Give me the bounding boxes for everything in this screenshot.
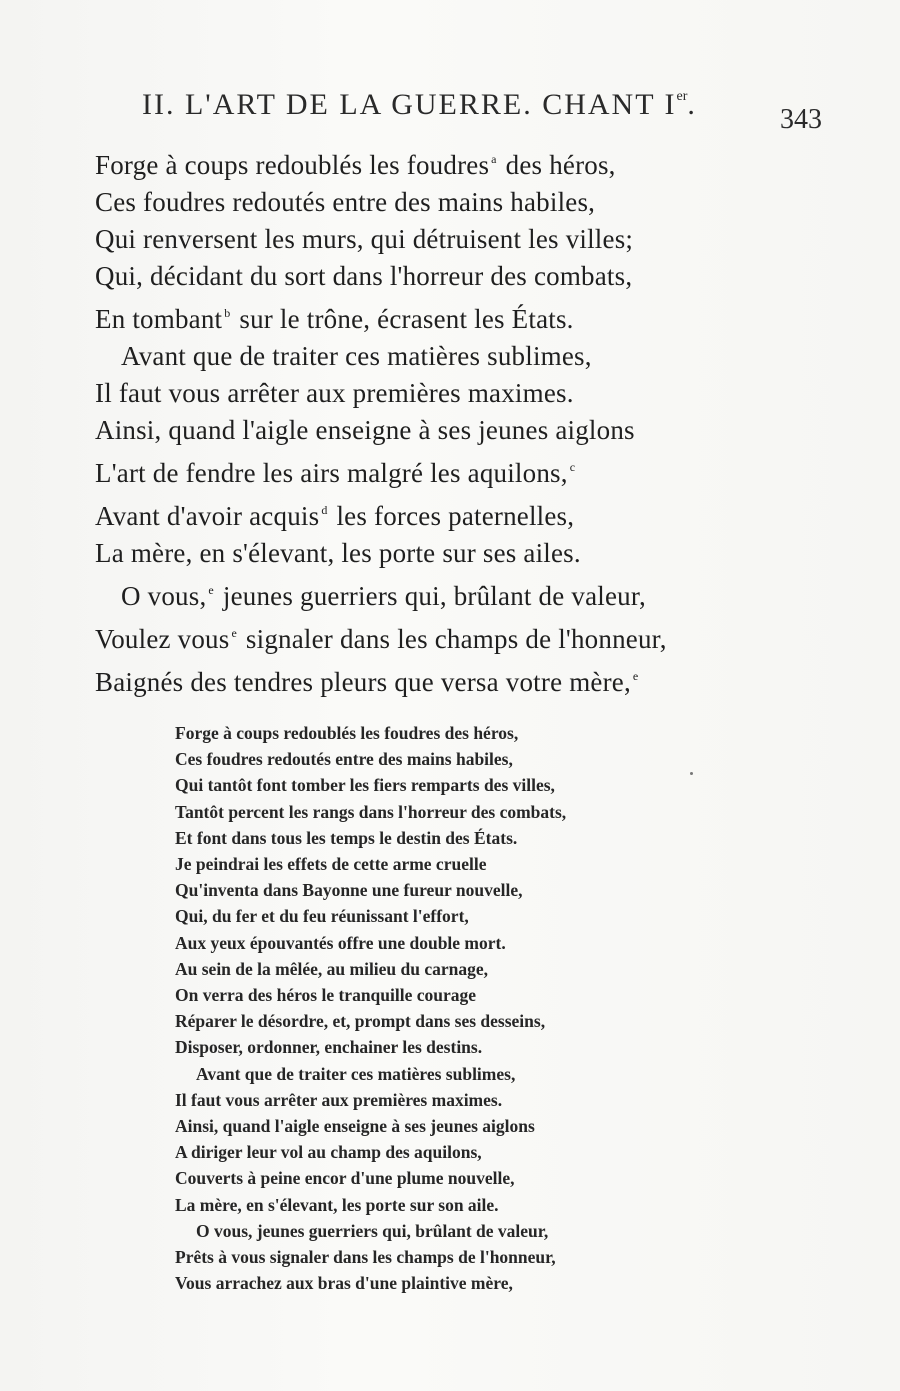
variant-verse-line: O vous, jeunes guerriers qui, brûlant de valeur, [196, 1220, 549, 1241]
verse-text-continued: des héros, [498, 150, 616, 180]
footnote-marker: c [569, 460, 576, 474]
verse-text: Il faut vous arrêter aux premières maximes. [95, 378, 574, 408]
paper-speck [690, 772, 693, 775]
main-verse-line [95, 141, 815, 184]
footnote-marker: b [224, 306, 231, 320]
verse-text: Ainsi, quand l'aigle enseigne à ses jeunes aiglons [95, 415, 635, 445]
variant-verse-line: Au sein de la mêlée, au milieu du carnage, [175, 958, 489, 979]
variant-verse-line: On verra des héros le tranquille courage [175, 985, 477, 1006]
variant-verse-line: Forge à coups redoublés les foudres des héros, [175, 723, 519, 743]
verse-text: Avant d'avoir acquis [95, 501, 320, 531]
page-number: 343 [780, 104, 822, 135]
variant-verse-line: Je peindrai les effets de cette arme cruelle [175, 854, 487, 875]
footnote-marker: a [491, 152, 497, 166]
main-verse-line [95, 535, 815, 572]
variant-verse-line: Avant que de traiter ces matières sublimes, [196, 1063, 516, 1084]
main-verse-line [95, 572, 815, 615]
variant-verse-line: Qui tantôt font tomber les fiers remparts des villes, [175, 775, 555, 796]
running-head [142, 88, 697, 122]
variant-verse-line: Prêts à vous signaler dans les champs de l'honneur, [175, 1247, 556, 1268]
variant-verse-line: Et font dans tous les temps le destin des États. [175, 827, 518, 848]
verse-text: Ces foudres redoutés entre des mains habiles, [95, 187, 596, 217]
variant-verse-block [175, 720, 735, 1296]
verse-text: Voulez vous [95, 624, 230, 654]
main-verse-line [95, 492, 815, 535]
verse-text-continued: sur le trône, écrasent les États. [232, 304, 574, 334]
footnote-marker: e [632, 669, 639, 683]
variant-verse-line: Tantôt percent les rangs dans l'horreur des combats, [175, 801, 567, 822]
verse-text: La mère, en s'élevant, les porte sur ses ailes. [95, 538, 581, 568]
variant-verse-line: Aux yeux épouvantés offre une double mort. [175, 932, 506, 953]
main-verse-line [95, 375, 815, 412]
running-title-end: . [687, 88, 697, 121]
main-verse-line [95, 412, 815, 449]
verse-text-continued: jeunes guerriers qui, brûlant de valeur, [215, 581, 646, 611]
running-title: II. L'ART DE LA GUERRE. CHANT I [142, 88, 677, 121]
main-verse-line [95, 449, 815, 492]
verse-text: L'art de fendre les airs malgré les aquilons, [95, 458, 568, 488]
verse-text: Avant que de traiter ces matières sublimes, [121, 341, 592, 371]
main-verse-line [95, 258, 815, 295]
footnote-marker: e [208, 583, 214, 597]
verse-text-continued: signaler dans les champs de l'honneur, [238, 624, 667, 654]
footnote-marker: d [321, 503, 328, 517]
verse-text: Baignés des tendres pleurs que versa votre mère, [95, 667, 631, 697]
verse-text: O vous, [121, 581, 207, 611]
running-title-superscript: er [676, 89, 688, 104]
verse-text: Forge à coups redoublés les foudres [95, 150, 490, 180]
variant-verse-line: Ainsi, quand l'aigle enseigne à ses jeunes aiglons [175, 1116, 535, 1137]
variant-verse-line: Réparer le désordre, et, prompt dans ses desseins, [175, 1011, 546, 1032]
variant-verse-line: A diriger leur vol au champ des aquilons, [175, 1142, 482, 1163]
verse-text: Qui, décidant du sort dans l'horreur des combats, [95, 261, 633, 291]
main-verse-line [95, 338, 815, 375]
variant-verse-line: La mère, en s'élevant, les porte sur son aile. [175, 1194, 499, 1215]
verse-text: En tombant [95, 304, 223, 334]
variant-verse-line: Couverts à peine encor d'une plume nouvelle, [175, 1168, 515, 1189]
variant-verse-line: Il faut vous arrêter aux premières maximes. [175, 1089, 503, 1110]
main-verse-block [95, 141, 815, 701]
main-verse-line [95, 615, 815, 658]
main-verse-line [95, 658, 815, 701]
footnote-marker: e [231, 626, 237, 640]
main-verse-line [95, 295, 815, 338]
variant-verse-line: Vous arrachez aux bras d'une plaintive mère, [175, 1273, 513, 1294]
main-verse-line [95, 184, 815, 221]
main-verse-line [95, 221, 815, 258]
verse-text: Qui renversent les murs, qui détruisent les villes; [95, 224, 634, 254]
variant-verse-line: Disposer, ordonner, enchainer les destins. [175, 1037, 483, 1058]
variant-verse-line: Qu'inventa dans Bayonne une fureur nouvelle, [175, 880, 523, 901]
variant-verse-line: Qui, du fer et du feu réunissant l'effort, [175, 906, 469, 927]
verse-text-continued: les forces paternelles, [329, 501, 575, 531]
variant-verse-line: Ces foudres redoutés entre des mains habiles, [175, 749, 513, 770]
